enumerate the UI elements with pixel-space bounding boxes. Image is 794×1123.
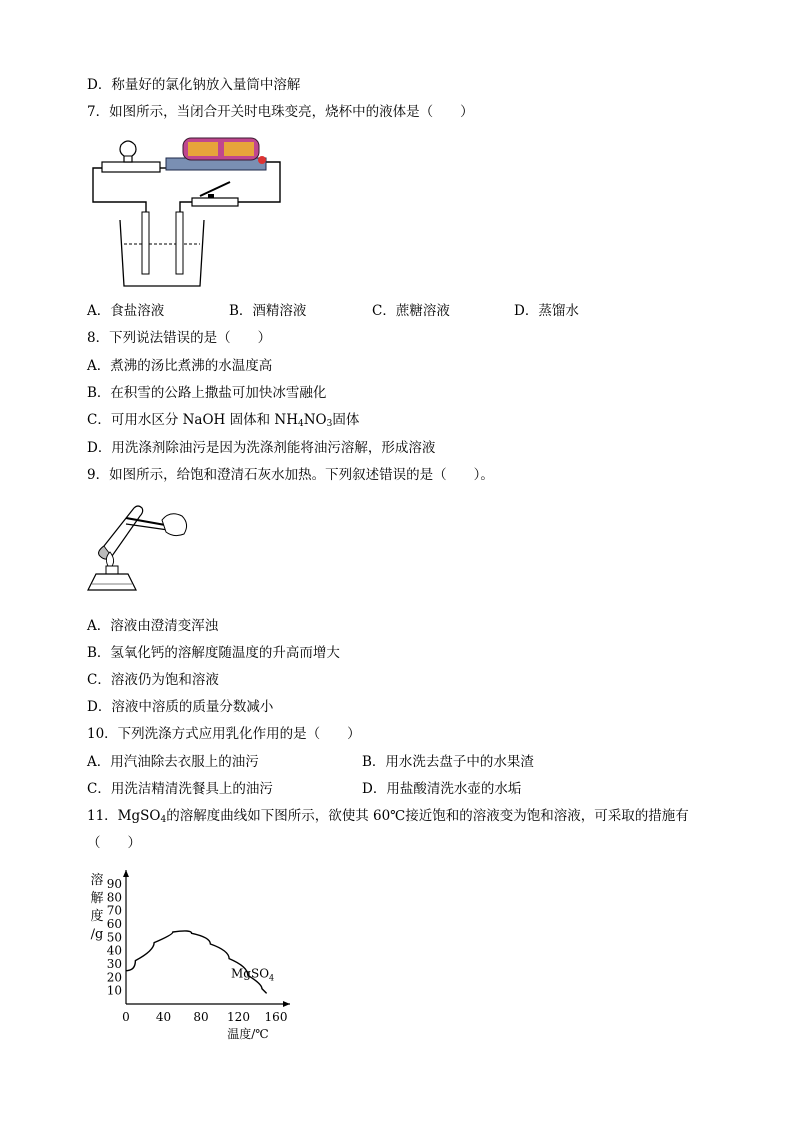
y-tick-label-50: 50 xyxy=(106,930,122,945)
q8-option-b: B．在积雪的公路上撒盐可加快冰雪融化 xyxy=(87,385,327,401)
q6-option-d: D．称量好的氯化钠放入量筒中溶解 xyxy=(87,77,301,93)
x-tick-label-0: 0 xyxy=(122,1010,130,1024)
q9-option-d: D．溶液中溶质的质量分数减小 xyxy=(87,699,274,715)
y-tick-label-60: 60 xyxy=(106,917,122,931)
y-label-char-1: 解 xyxy=(90,891,104,906)
q7-stem: 7．如图所示，当闭合开关时电珠变亮，烧杯中的液体是（ ） xyxy=(87,104,474,120)
q9-option-c: C．溶液仍为饱和溶液 xyxy=(87,672,219,688)
chart-x-ticks xyxy=(122,1010,287,1024)
x-tick-label-80: 80 xyxy=(193,1010,209,1024)
q7-option-a: A．食盐溶液 xyxy=(87,303,165,319)
y-tick-label-10: 10 xyxy=(106,983,122,998)
x-tick-label-160: 160 xyxy=(264,1010,288,1024)
y-axis-arrow xyxy=(123,870,129,877)
circuit-figure xyxy=(88,132,288,292)
q8-option-d: D．用洗涤剂除油污是因为洗涤剂能将油污溶解，形成溶液 xyxy=(87,440,436,456)
q9-stem: 9．如图所示，给饱和澄清石灰水加热。下列叙述错误的是（ ）。 xyxy=(87,467,494,483)
y-tick-label-90: 90 xyxy=(106,877,122,891)
q7-option-c: C．蔗糖溶液 xyxy=(372,303,450,319)
x-axis-arrow xyxy=(283,1001,290,1007)
y-tick-label-70: 70 xyxy=(106,903,122,918)
heating-figure xyxy=(86,494,196,602)
y-tick-label-80: 80 xyxy=(106,890,122,905)
q8-stem: 8．下列说法错误的是（ ） xyxy=(87,330,272,346)
q11-stem-line2: （ ） xyxy=(87,835,141,851)
q7-option-d: D．蒸馏水 xyxy=(514,303,579,319)
q8-option-c: C．可用水区分 NaOH 固体和 $NH_4NO_3$固体 xyxy=(87,412,360,429)
y-tick-label-20: 20 xyxy=(106,970,122,985)
solubility-chart xyxy=(84,866,300,1046)
series-line-mgso4 xyxy=(126,931,267,993)
q10-option-d: D．用盐酸清洗水壶的水垢 xyxy=(362,781,522,797)
chart-x-axis-label: 温度/℃ xyxy=(227,1027,269,1041)
q10-option-a: A．用汽油除去衣服上的油污 xyxy=(87,754,259,770)
y-label-char-2: 度 xyxy=(90,909,104,924)
q9-option-a: A．溶液由澄清变浑浊 xyxy=(87,618,219,634)
y-tick-label-40: 40 xyxy=(106,943,122,958)
x-tick-label-120: 120 xyxy=(227,1010,250,1024)
y-label-char-3: /g xyxy=(90,927,104,942)
y-tick-label-30: 30 xyxy=(106,957,122,971)
chart-y-axis-label xyxy=(90,872,103,942)
q10-stem: 10．下列洗涤方式应用乳化作用的是（ ） xyxy=(87,726,361,742)
q7-option-b: B．酒精溶液 xyxy=(229,303,307,319)
q8-option-a: A．煮沸的汤比煮沸的水温度高 xyxy=(87,358,273,374)
q10-option-c: C．用洗洁精清洗餐具上的油污 xyxy=(87,781,273,797)
y-label-char-0: 溶 xyxy=(90,873,104,888)
q9-option-b: B．氢氧化钙的溶解度随温度的升高而增大 xyxy=(87,645,340,661)
q10-option-b: B．用水洗去盘子中的水果渣 xyxy=(362,754,534,770)
chart-y-ticks xyxy=(107,877,122,998)
x-tick-label-40: 40 xyxy=(155,1010,172,1024)
series-label-mgso4: MgSO$_4$ xyxy=(231,966,275,983)
q11-stem: 11．MgSO$_4$的溶解度曲线如下图所示，欲使其 60℃接近饱和的溶液变为饱和溶液，可采取的措施有 xyxy=(87,808,689,825)
